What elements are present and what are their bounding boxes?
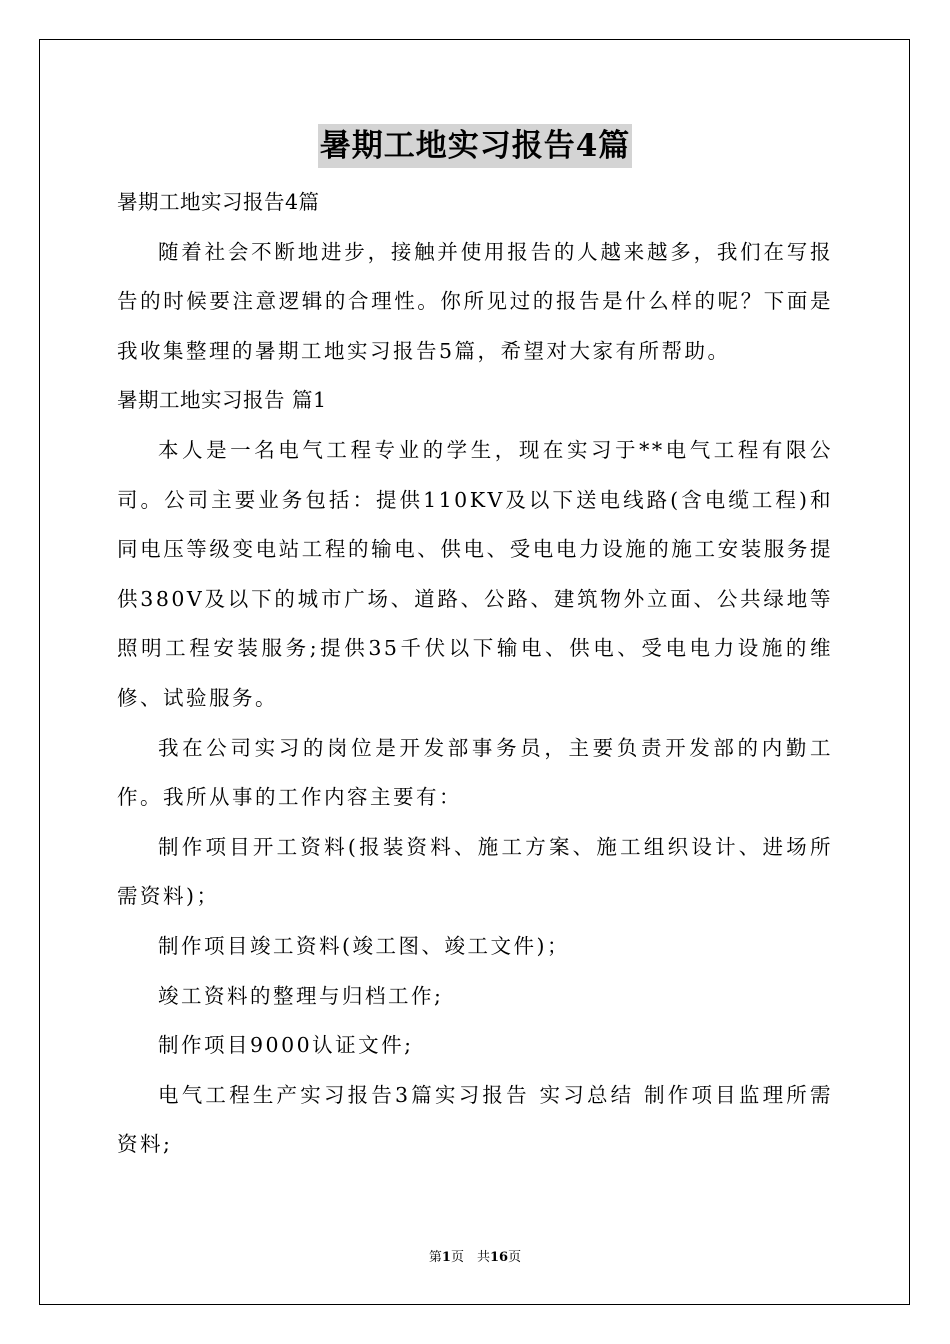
title-container: [0, 124, 950, 168]
page-prefix: 第: [428, 1250, 442, 1265]
body-paragraph: 制作项目开工资料(报装资料、施工方案、施工组织设计、进场所需资料)；: [117, 834, 833, 909]
page-current: 1: [441, 1250, 451, 1265]
intro-paragraph: 随着社会不断地进步，接触并使用报告的人越来越多，我们在写报告的时候要注意逻辑的合理性。你所见过的报告是什么样的呢？下面是我收集整理的暑期工地实习报告5篇，希望对大家有所帮助。: [117, 239, 833, 363]
page-mid: 页 共: [450, 1250, 490, 1265]
document-body: [117, 178, 833, 1170]
body-paragraph: 电气工程生产实习报告3篇实习报告 实习总结 制作项目监理所需资料;: [117, 1082, 833, 1157]
body-paragraph: 制作项目9000认证文件;: [158, 1033, 414, 1058]
body-paragraph: 竣工资料的整理与归档工作;: [158, 983, 444, 1008]
page-footer: [0, 1246, 950, 1265]
page-total: 16: [489, 1250, 509, 1265]
body-paragraph: 制作项目竣工资料(竣工图、竣工文件)；: [158, 933, 570, 958]
body-paragraph: 我在公司实习的岗位是开发部事务员，主要负责开发部的内勤工作。我所从事的工作内容主要有：: [117, 735, 833, 810]
page-suffix: 页: [508, 1250, 522, 1265]
document-title: 暑期工地实习报告4篇: [318, 124, 633, 168]
body-paragraph: 本人是一名电气工程专业的学生，现在实习于**电气工程有限公司。公司主要业务包括：提供110KV及以下送电线路(含电缆工程)和同电压等级变电站工程的输电、供电、受电电力设施的施工安装服务提供380V及以下的城市广场、道路、公路、建筑物外立面、公共绿地等照明工程安装服务;提供35千伏以下输电、供电、受电电力设施的维修、试验服务。: [117, 437, 833, 710]
document-subtitle: 暑期工地实习报告4篇: [117, 190, 320, 214]
section-heading: 暑期工地实习报告 篇1: [117, 388, 327, 413]
